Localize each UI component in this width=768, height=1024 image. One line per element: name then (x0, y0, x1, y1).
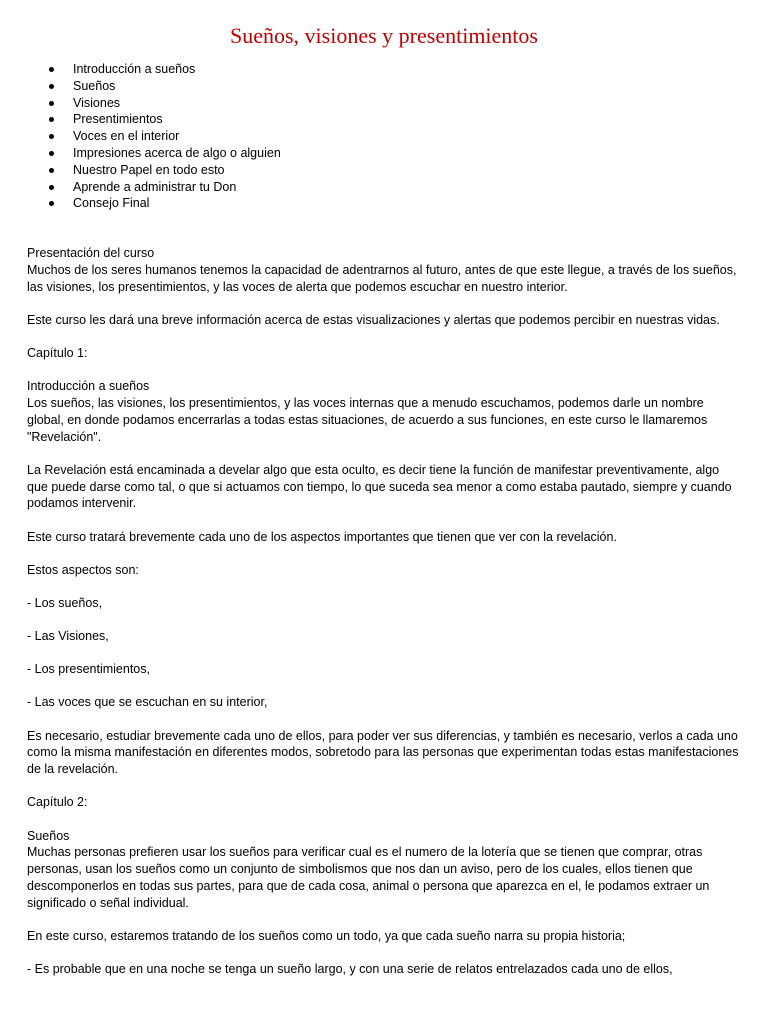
toc-item: Introducción a sueños (46, 61, 281, 78)
section-heading: Introducción a sueños (27, 379, 150, 394)
toc-item: Visiones (46, 95, 281, 112)
paragraph: Es necesario, estudiar brevemente cada uno de ellos, para poder ver sus diferencias, y también es necesario, verlos a cada uno como la misma manifestación en diferentes modos, sobretodo para las personas que experimentan todas estas manifestaciones de la revelación. (27, 728, 739, 777)
paragraph: Muchos de los seres humanos tenemos la capacidad de adentrarnos al futuro, antes de que este llegue, a través de los sueños, las visiones, los presentimientos, y las voces de alerta que podemos escuchar en nuestro interior. (27, 262, 737, 294)
section-heading: Sueños (27, 828, 70, 843)
chapter-label: Capítulo 2: (27, 795, 88, 810)
paragraph: En este curso, estaremos tratando de los sueños como un todo, ya que cada sueño narra su propia historia; (27, 928, 626, 943)
table-of-contents (46, 61, 281, 212)
toc-item: Consejo Final (46, 195, 281, 212)
paragraph: Estos aspectos son: (27, 562, 139, 577)
document-title: Sueños, visiones y presentimientos (230, 23, 538, 48)
toc-item: Aprende a administrar tu Don (46, 179, 281, 196)
paragraph: Muchas personas prefieren usar los sueños para verificar cual es el numero de la lotería que se tienen que comprar, otras personas, usan los sueños como un conjunto de simbolismos que nos dan un aviso, pero de los cuales, ellos tienen que descomponerlos en todas sus partes, para que de cada cosa, animal o persona que aparezca en el, le podamos extraer un significado o señal individual. (27, 845, 710, 910)
toc-item: Impresiones acerca de algo o alguien (46, 145, 281, 162)
document-body (27, 245, 743, 994)
toc-item: Sueños (46, 78, 281, 95)
section-heading: Presentación del curso (27, 246, 155, 260)
paragraph: - Es probable que en una noche se tenga un sueño largo, y con una serie de relatos entrelazados cada uno de ellos, (27, 962, 673, 977)
paragraph: La Revelación está encaminada a develar algo que esta oculto, es decir tiene la función de manifestar preventivamente, algo que puede darse como tal, o que si actuamos con tiempo, lo que suceda sea menor a como estaba pautado, siempre y cuando podamos intervenir. (27, 462, 732, 511)
chapter-label: Capítulo 1: (27, 345, 88, 360)
aspect-item: - Las Visiones, (27, 629, 109, 644)
paragraph: Este curso les dará una breve información acerca de estas visualizaciones y alertas que podemos percibir en nuestras vidas. (27, 312, 720, 327)
toc-item: Voces en el interior (46, 128, 281, 145)
aspect-item: - Las voces que se escuchan en su interior, (27, 695, 268, 710)
aspect-item: - Los presentimientos, (27, 662, 150, 677)
toc-item: Presentimientos (46, 111, 281, 128)
aspect-item: - Los sueños, (27, 595, 103, 610)
paragraph: Los sueños, las visiones, los presentimientos, y las voces internas que a menudo escuchamos, podemos darle un nombre global, en donde podamos encerrarlas a todas estas situaciones, de acuerdo a sus funciones, en este curso le llamaremos "Revelación". (27, 395, 708, 444)
paragraph: Este curso tratará brevemente cada uno de los aspectos importantes que tienen que ver con la revelación. (27, 529, 617, 544)
toc-item: Nuestro Papel en todo esto (46, 162, 281, 179)
